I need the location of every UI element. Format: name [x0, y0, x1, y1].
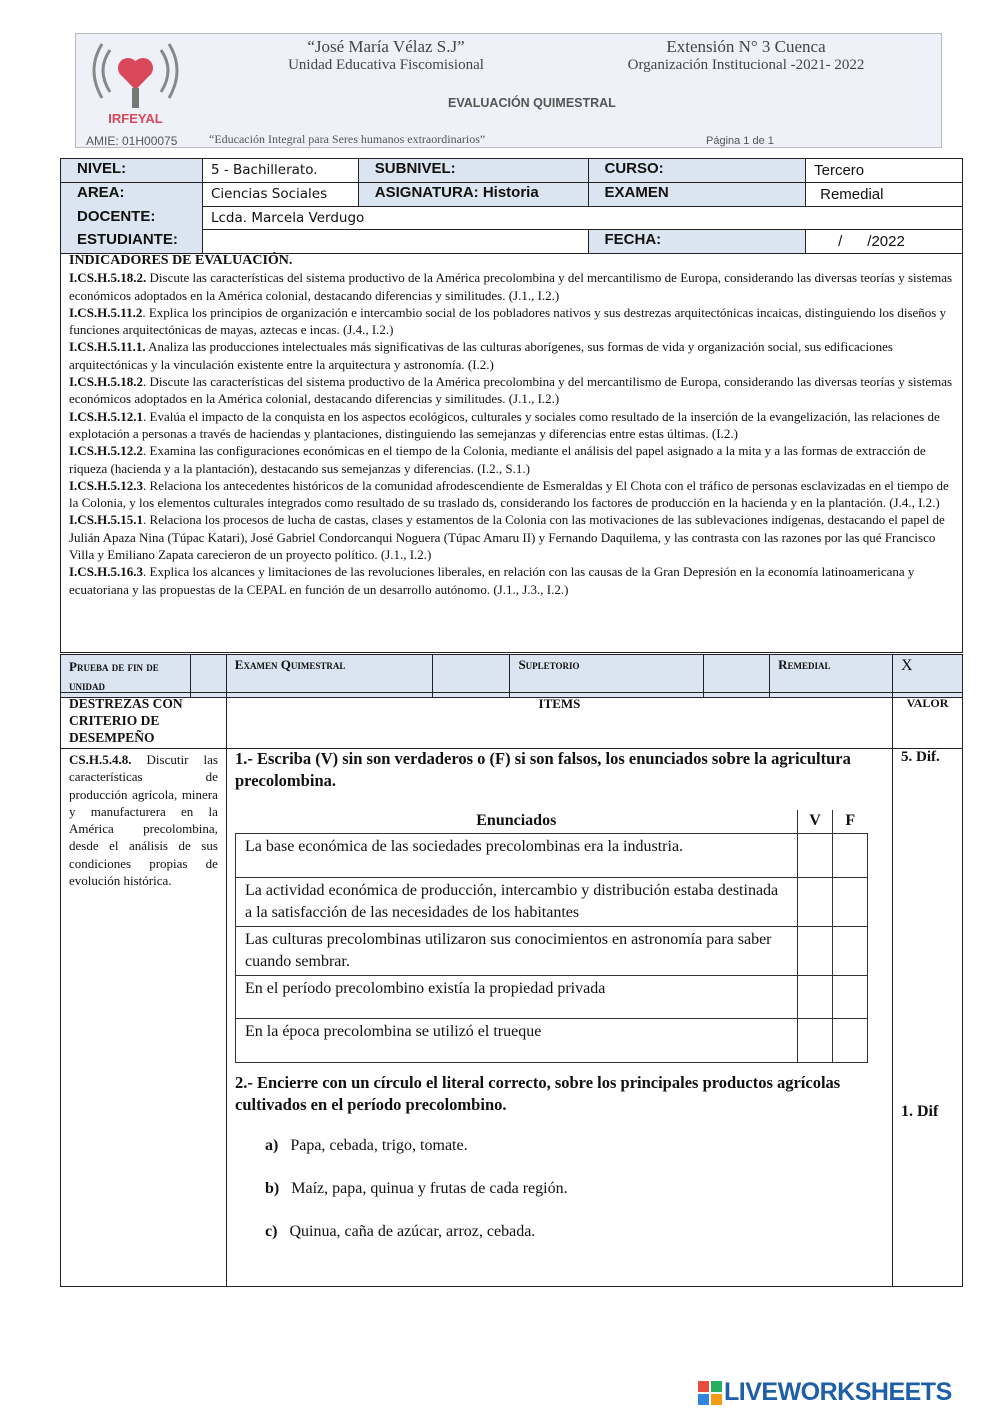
watermark-text: LIVEWORKSHEETS: [724, 1378, 952, 1406]
info-table: [60, 158, 963, 254]
indicator-code: I.CS.H.5.15.1: [69, 512, 144, 528]
option-letter: c): [265, 1223, 278, 1240]
statement-row: [236, 877, 868, 926]
organization: Organización Institucional -2021- 2022: [627, 57, 865, 73]
q2-valor: 1. Dif: [901, 1103, 939, 1120]
logo: [88, 40, 183, 126]
statement-text: La actividad económica de producción, intercambio y distribución estaba destinada a la satisfacción de las necesidades de los habitantes: [236, 877, 798, 926]
option-text: Quinua, caña de azúcar, arroz, cebada.: [289, 1223, 536, 1240]
nivel-value: 5 - Bachillerato.: [202, 159, 358, 183]
v-answer-cell[interactable]: [798, 877, 833, 926]
motto: “Educación Integral para Seres humanos extraordinarios”: [209, 132, 486, 146]
indicator-text: . Examina las configuraciones económicas en el tiempo de la Colonia, mediante el análisis del papel asignado a la mita y a las formas de extracción de riqueza (hacienda y a la plantación), destacando sus semejanzas y diferencias. (I.2., S.1.): [69, 443, 926, 476]
answer-option[interactable]: [265, 1137, 468, 1155]
valor-header: VALOR: [893, 693, 963, 749]
statement-row: [236, 975, 868, 1018]
indicator-code: I.CS.H.5.16.3: [69, 564, 144, 580]
indicator-text: . Explica los principios de organización e intercambio social de los pobladores nativos y sus destrezas arquitectónicas incaicas, distinguiendo los diseños y funciones arquitectónicas de mayas, aztecas e incas. (J.4., I.2.): [69, 304, 947, 338]
indicator-item: [69, 338, 954, 373]
supletorio-option: Supletorio: [510, 655, 704, 698]
f-answer-cell[interactable]: [833, 1018, 868, 1062]
indicator-code: I.CS.H.5.12.3: [69, 477, 144, 493]
f-header: F: [833, 810, 868, 833]
q1-valor: 5. Dif.: [901, 749, 940, 765]
skill-text: Discutir las características de producción agrícola, minera y manufacturera en la América precolombina, desde el análisis de sus condiciones propias de evolución histórica.: [69, 752, 218, 889]
statement-row: [236, 833, 868, 877]
indicator-code: I.CS.H.5.18.2: [69, 374, 144, 390]
indicator-code: I.CS.H.5.11.2: [69, 304, 143, 320]
v-answer-cell[interactable]: [798, 926, 833, 975]
remedial-option: Remedial: [770, 655, 893, 698]
remedial-mark[interactable]: X: [893, 655, 963, 698]
valor-cell: [893, 749, 963, 1287]
items-header: ITEMS: [226, 693, 892, 749]
v-header: V: [798, 810, 833, 833]
fecha-value[interactable]: / /2022: [806, 230, 963, 254]
examen-value: Remedial: [806, 183, 963, 207]
indicator-item: [69, 563, 954, 598]
docente-value: Lcda. Marcela Verdugo: [202, 207, 962, 230]
logo-text: IRFEYAL: [108, 111, 163, 126]
exam-title: EVALUACIÓN QUIMESTRAL: [448, 96, 616, 110]
school-type: Unidad Educativa Fiscomisional: [288, 57, 484, 73]
statement-row: [236, 926, 868, 975]
examen-quimestral-option: Examen Quimestral: [226, 655, 432, 698]
enunciados-header: Enunciados: [236, 810, 798, 833]
area-label: AREA:: [61, 183, 203, 207]
nivel-label: NIVEL:: [61, 159, 203, 183]
v-answer-cell[interactable]: [798, 833, 833, 877]
indicator-text: . Explica los alcances y limitaciones de las revoluciones liberales, en relación con las causas de la Gran Depresión en la economía latinoamericana y ecuatoriana y las propuestas de la CEPAL en función de un desarrollo autónomo. (J.1., J.3., I.2.): [69, 564, 915, 597]
option-text: Maíz, papa, quinua y frutas de cada región.: [291, 1180, 568, 1197]
destrezas-header: DESTREZAS CON CRITERIO DE DESEMPEÑO: [61, 693, 227, 749]
extension: Extensión N° 3 Cuenca: [666, 37, 826, 56]
indicator-text: . Relaciona los procesos de lucha de castas, clases y estamentos de la Colonia con las motivaciones de las sublevaciones indígenas, destacando el papel de Julián Apaza Nina (Túpac Katari), José Gabriel Condorcanqui Noguera (Túpac Amaru II) y Fernando Daquilema, y las contrasta con las razones por las qué Francisco Villa y Emiliano Zapata carecieron de un proyecto político. (J.1., I.2.): [69, 512, 945, 563]
option-text: Papa, cebada, trigo, tomate.: [290, 1137, 468, 1154]
liveworksheets-icon: [698, 1381, 722, 1405]
indicators-section: [60, 250, 963, 653]
indicator-item: [69, 269, 954, 304]
option-letter: b): [265, 1180, 280, 1197]
indicators-title: INDICADORES DE EVALUACIÓN.: [69, 253, 293, 268]
estudiante-label: ESTUDIANTE:: [61, 230, 203, 254]
true-false-table: [235, 810, 868, 1063]
indicator-code: I.CS.H.5.18.2.: [69, 270, 147, 286]
option-letter: a): [265, 1137, 279, 1154]
indicator-text: . Discute las características del sistema productivo de la América precolombina y del mercantilismo de Europa, considerando las diversas teorías y sistemas económicos adoptados en la América colonial, destacando diferencias y similitudes. (J.1., I.2.): [69, 374, 953, 407]
f-answer-cell[interactable]: [833, 833, 868, 877]
school-header: [75, 33, 942, 148]
answer-option[interactable]: [265, 1180, 568, 1198]
indicator-item: [69, 408, 954, 443]
indicator-text: . Evalúa el impacto de la conquista en los aspectos ecológicos, culturales y sociales como resultado de la inserción de la evangelización, las relaciones de explotación a personas a través de haciendas y plantaciones, distinguiendo las semejanzas y diferencias entre estas últimas. (I.2.): [69, 408, 940, 441]
area-value: Ciencias Sociales: [202, 183, 358, 207]
examen-label: EXAMEN: [588, 183, 806, 207]
curso-label: CURSO:: [588, 159, 806, 183]
v-answer-cell[interactable]: [798, 975, 833, 1018]
skill-cell: [61, 749, 227, 1287]
statement-text: En la época precolombina se utilizó el trueque: [236, 1018, 798, 1062]
statement-text: En el período precolombino existía la propiedad privada: [236, 975, 798, 1018]
amie-code: AMIE: 01H00075: [86, 134, 178, 148]
indicator-code: I.CS.H.5.12.1: [69, 408, 144, 424]
indicator-item: [69, 477, 954, 512]
q2-title: 2.- Encierre con un círculo el literal correcto, sobre los principales productos agrícolas cultivados en el período precolombino.: [235, 1073, 841, 1114]
asignatura-label: ASIGNATURA: Historia: [358, 183, 588, 207]
statement-text: Las culturas precolombinas utilizaron sus conocimientos en astronomía para saber cuando sembrar.: [236, 926, 798, 975]
statement-text: La base económica de las sociedades precolombinas era la industria.: [236, 833, 798, 877]
f-answer-cell[interactable]: [833, 975, 868, 1018]
indicator-code: I.CS.H.5.11.1.: [69, 339, 146, 355]
indicator-item: [69, 511, 954, 563]
f-answer-cell[interactable]: [833, 926, 868, 975]
indicator-item: [69, 442, 954, 477]
q1-title: 1.- Escriba (V) sin son verdaderos o (F) si son falsos, los enunciados sobre la agricultura precolombina.: [235, 749, 851, 790]
subnivel-label: SUBNIVEL:: [358, 159, 588, 183]
page-number: Página 1 de 1: [706, 135, 774, 147]
indicator-text: . Relaciona los antecedentes históricos de la comunidad afrodescendiente de Esmeraldas y El Chota con el tráfico de personas esclavizadas en el tiempo de la Colonia, y los elementos culturales integrados como resultado de su traslado ds, considerando los factores de producción en la hacienda y en la plantación. (J.4., I.2.): [69, 477, 949, 511]
statement-row: [236, 1018, 868, 1062]
radio-logo-icon: [88, 40, 183, 110]
prueba-fin-unidad-option: Prueba de fin de unidad: [61, 655, 191, 698]
skill-code: CS.H.5.4.8.: [69, 752, 132, 767]
liveworksheets-logo: [698, 1378, 952, 1407]
school-name: “José María Vélaz S.J”: [307, 37, 465, 56]
curso-value: Tercero: [806, 159, 963, 183]
answer-option[interactable]: [265, 1223, 535, 1241]
fecha-label: FECHA:: [588, 230, 806, 254]
indicator-text: Analiza las producciones intelectuales más significativas de las culturas aborígenes, sus formas de vida y organización social, sus edificaciones arquitectónicas y la vinculación existente entre la arquitectura y astronomía. (I.2.): [69, 339, 893, 372]
indicator-text: Discute las características del sistema productivo de la América precolombina y del mercantilismo de Europa, considerando las diversas teorías y sistemas económicos adoptados en la América colonial, destacando diferencias y similitudes. (J.1., I.2.): [69, 270, 953, 303]
f-answer-cell[interactable]: [833, 877, 868, 926]
indicator-item: [69, 304, 954, 339]
indicator-code: I.CS.H.5.12.2: [69, 443, 144, 459]
indicator-item: [69, 373, 954, 408]
docente-label: DOCENTE:: [61, 207, 203, 230]
v-answer-cell[interactable]: [798, 1018, 833, 1062]
